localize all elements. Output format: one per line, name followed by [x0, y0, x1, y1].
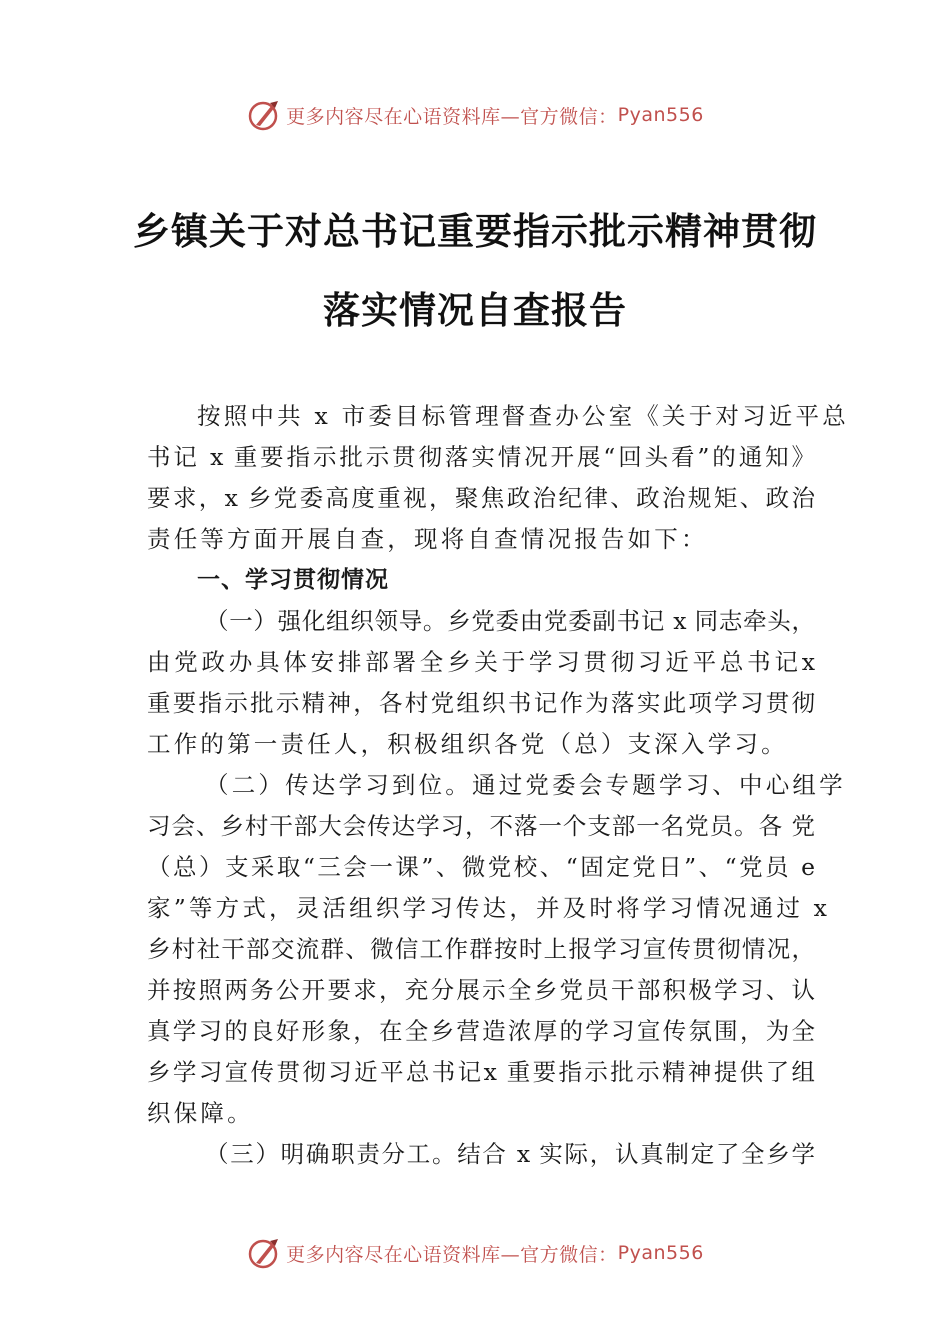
- wechat-id: Pyan556: [617, 1242, 704, 1264]
- body-line: 工作的第一责任人，积极组织各党（总）支深入学习。: [147, 730, 788, 758]
- body-line: （一）强化组织领导。乡党委由党委副书记 x 同志牵头，: [205, 607, 815, 635]
- quill-logo-icon: [246, 97, 282, 133]
- section-heading: 一、学习贯彻情况: [197, 567, 389, 593]
- wechat-id: Pyan556: [617, 104, 704, 126]
- footer-watermark-banner: [0, 1233, 950, 1273]
- quill-logo-icon: [246, 1235, 282, 1271]
- body-line: （三）明确职责分工。结合 x 实际，认真制定了全乡学: [205, 1140, 815, 1168]
- body-line: 由党政办具体安排部署全乡关于学习贯彻习近平总书记x: [147, 648, 815, 676]
- body-line: 织保障。: [147, 1099, 254, 1127]
- body-line: 习会、乡村干部大会传达学习，不落一个支部一名党员。各 党: [147, 812, 815, 840]
- header-watermark-banner: [0, 95, 950, 135]
- body-line: 乡学习宣传贯彻习近平总书记x 重要指示批示精神提供了组: [147, 1058, 815, 1086]
- document-title-line-1: 乡镇关于对总书记重要指示批示精神贯彻: [133, 210, 817, 253]
- document-title-line-2: 落实情况自查报告: [323, 289, 627, 332]
- body-line: 家”等方式，灵活组织学习传达，并及时将学习情况通过 x: [147, 894, 831, 922]
- banner-text: 更多内容尽在心语资料库—官方微信：: [286, 1243, 618, 1266]
- body-line: 责任等方面开展自查，现将自查情况报告如下：: [147, 525, 708, 553]
- body-line: 乡村社干部交流群、微信工作群按时上报学习宣传贯彻情况，: [147, 935, 815, 963]
- body-line: 并按照两务公开要求，充分展示全乡党员干部积极学习、认: [147, 976, 815, 1004]
- body-line: （二）传达学习到位。通过党委会专题学习、中心组学: [205, 771, 846, 799]
- body-line: 重要指示批示精神，各村党组织书记作为落实此项学习贯彻: [147, 689, 815, 717]
- body-line: 真学习的良好形象，在全乡营造浓厚的学习宣传氛围，为全: [147, 1017, 815, 1045]
- body-line: 按照中共 x 市委目标管理督查办公室《关于对习近平总: [197, 402, 849, 430]
- banner-text: 更多内容尽在心语资料库—官方微信：: [286, 105, 618, 128]
- body-line: （总）支采取“三会一课”、微党校、“固定党日”、“党员 e: [147, 853, 815, 881]
- body-line: 书记 x 重要指示批示贯彻落实情况开展“回头看”的通知》: [147, 443, 815, 471]
- body-line: 要求，x 乡党委高度重视，聚焦政治纪律、政治规矩、政治: [147, 484, 815, 512]
